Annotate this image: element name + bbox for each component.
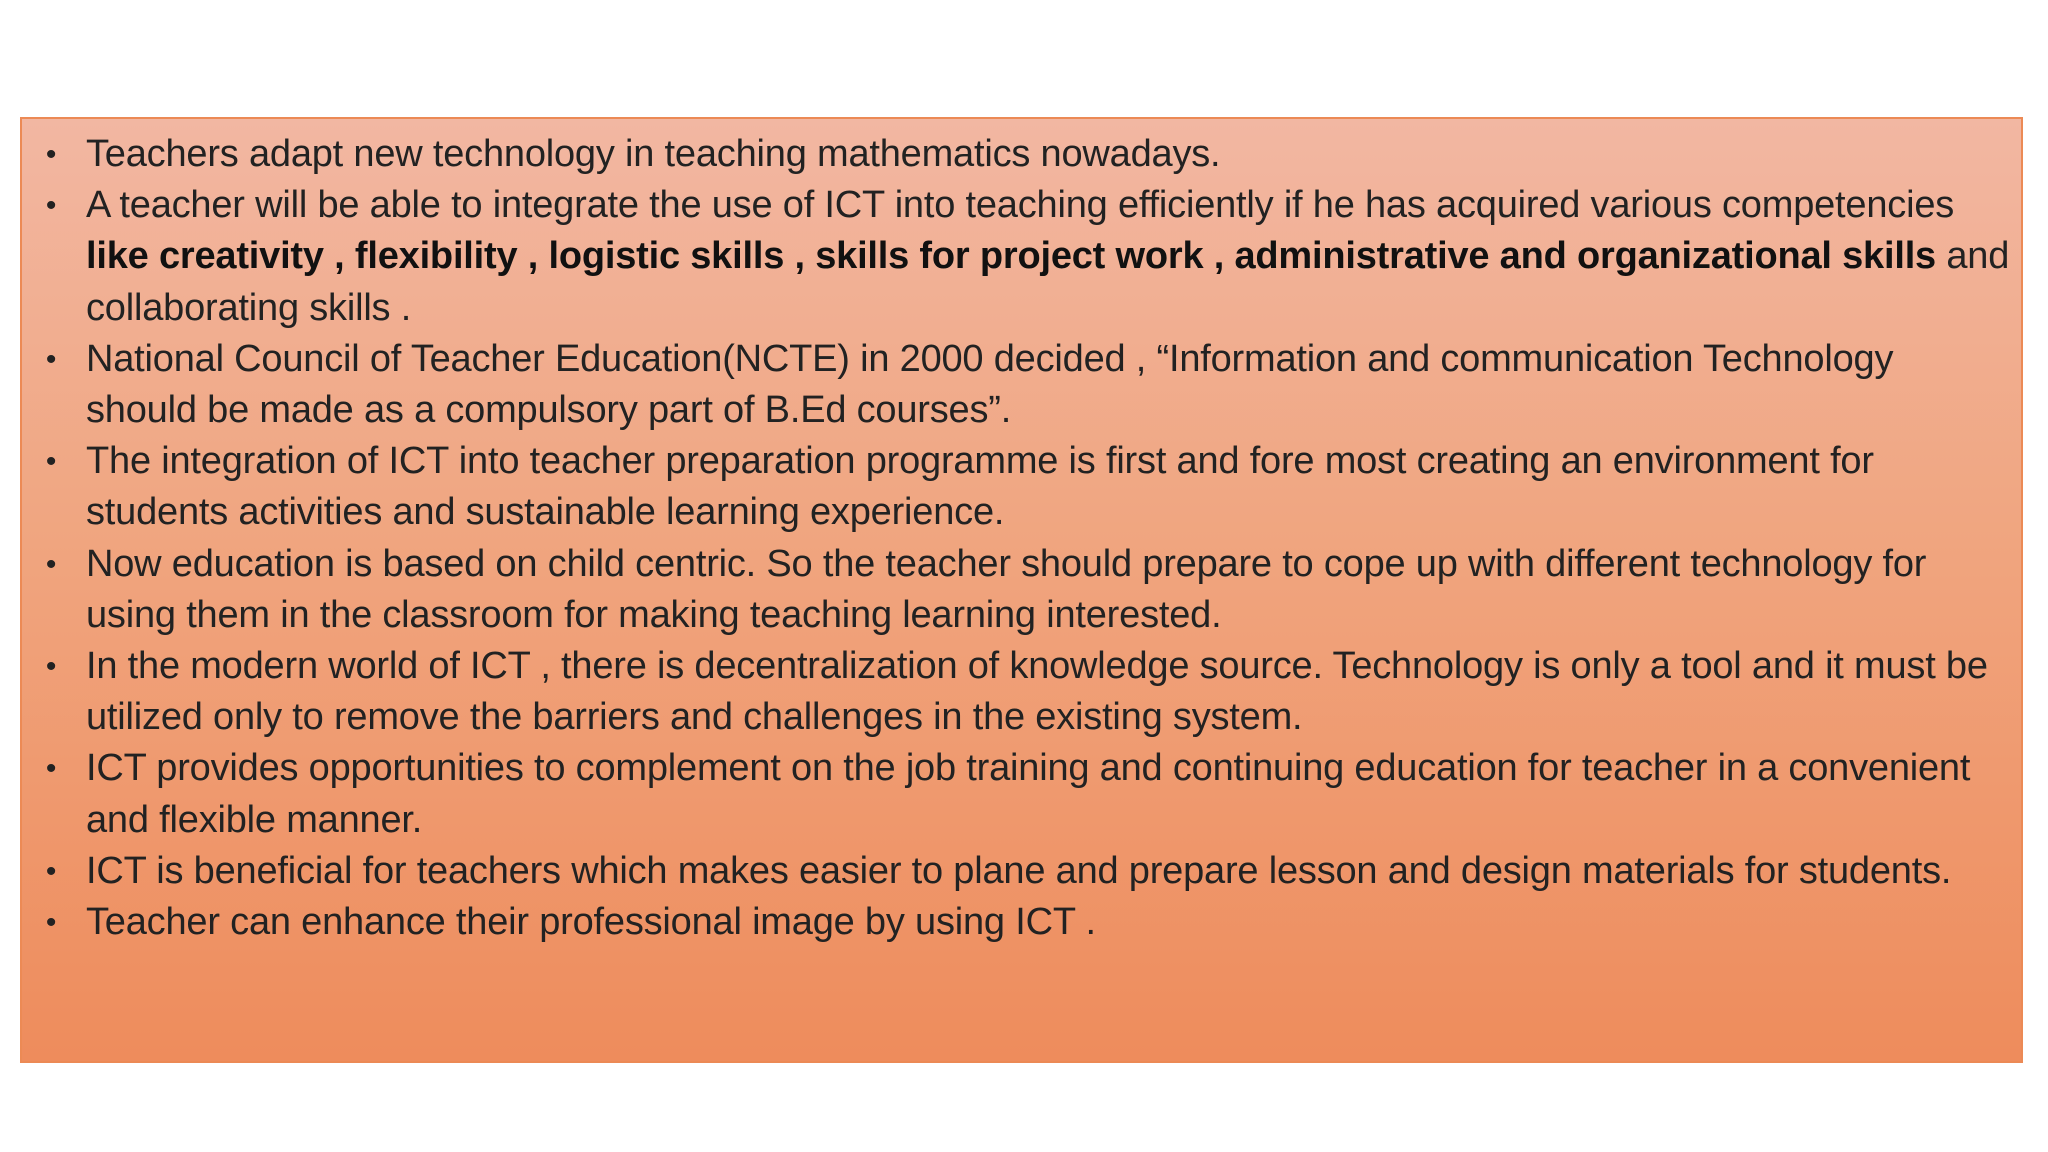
bullet-icon: • [45,854,57,888]
list-item [22,539,2012,641]
list-item [22,846,2012,897]
bullet-bold-text: like creativity , flexibility , logistic skills , skills for project work , administrative and organizational skills [86,235,1936,278]
list-item [22,180,2012,334]
bullet-text: ICT is beneficial for teachers which makes easier to plane and prepare lesson and design materials for students. [86,849,1952,892]
bullet-icon: • [45,906,57,940]
list-item [22,334,2012,436]
bullet-text: In the modern world of ICT , there is decentralization of knowledge source. Technology is only a tool and it must be utilized only to remove the barriers and challenges in the existing system. [86,645,1988,739]
list-item [22,641,2012,743]
bullet-icon: • [45,138,57,171]
content-text-box [20,117,2023,1063]
bullet-icon: • [45,445,57,479]
list-item [22,436,2012,538]
bullet-icon: • [45,752,57,786]
bullet-text: The integration of ICT into teacher preparation programme is first and fore most creating an environment for students activities and sustainable learning experience. [86,440,1874,534]
bullet-icon: • [45,547,57,581]
bullet-icon: • [45,650,57,684]
bullet-text: Teachers adapt new technology in teaching mathematics nowadays. [86,133,1221,175]
bullet-text: ICT provides opportunities to complement on the job training and continuing education for teacher in a convenient and flexible manner. [86,747,1971,841]
list-item [22,743,2012,845]
bullet-text: Teacher can enhance their professional image by using ICT . [86,901,1096,944]
bullet-icon: • [45,189,57,223]
bullet-text: National Council of Teacher Education(NCTE) in 2000 decided , “Information and communication Technology should be made as a compulsory part of B.Ed courses”. [86,337,1894,432]
bullet-text: and collaborating skills . [86,235,2010,329]
bullet-list [22,129,2012,948]
bullet-icon: • [45,342,57,376]
list-item [22,897,2012,948]
bullet-text: Now education is based on child centric. So the teacher should prepare to cope up with different technology for using them in the classroom for making teaching learning interested. [86,542,1927,636]
bullet-text: A teacher will be able to integrate the use of ICT into teaching efficiently if he has acquired various competencies [86,184,1955,227]
list-item [22,129,2012,180]
